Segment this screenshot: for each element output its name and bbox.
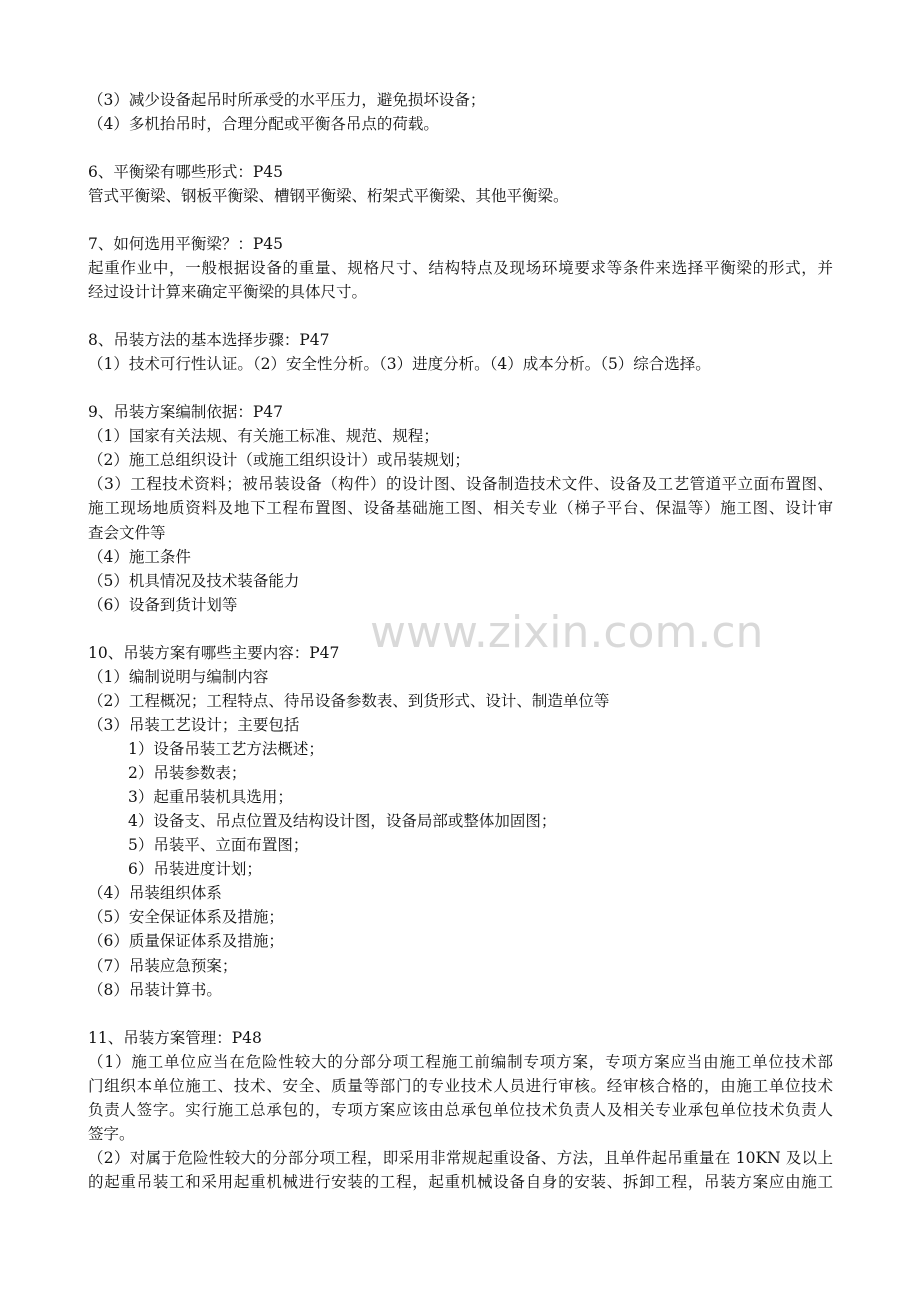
- text-line: （3）工程技术资料；被吊装设备（构件）的设计图、设备制造技术文件、设备及工艺管道平立面布置图、: [88, 475, 833, 493]
- text-line: 起重作业中，一般根据设备的重量、规格尺寸、结构特点及现场环境要求等条件来选择平衡梁的形式，并: [88, 259, 833, 277]
- text-line: （3）吊装工艺设计；主要包括: [88, 716, 300, 734]
- text-line: （6）设备到货计划等: [88, 596, 238, 614]
- text-line: 负责人签字。实行施工总承包的，专项方案应该由总承包单位技术负责人及相关专业承包单位技术负责人: [88, 1101, 833, 1119]
- section-heading: 7、如何选用平衡梁？：P45: [88, 235, 284, 253]
- text-line: （6）质量保证体系及措施；: [88, 932, 284, 950]
- text-line: （7）吊装应急预案；: [88, 957, 238, 975]
- section-heading: 11、吊装方案管理：P48: [88, 1029, 262, 1047]
- watermark: www.zixin.com.cn: [370, 607, 764, 658]
- text-line: （4）多机抬吊时，合理分配或平衡各吊点的荷载。: [88, 115, 439, 133]
- text-line: 管式平衡梁、钢板平衡梁、槽钢平衡梁、桁架式平衡梁、其他平衡梁。: [88, 187, 569, 205]
- sub-list-item: 1）设备吊装工艺方法概述；: [128, 740, 324, 758]
- text-line: （3）减少设备起吊时所承受的水平压力，避免损坏设备；: [88, 91, 486, 109]
- section-heading: 6、平衡梁有哪些形式：P45: [88, 163, 284, 181]
- text-line: （1）技术可行性认证。（2）安全性分析。（3）进度分析。（4）成本分析。（5）综合选择。: [88, 355, 711, 373]
- sub-list-item: 4）设备支、吊点位置及结构设计图，设备局部或整体加固图；: [128, 812, 557, 830]
- text-line: （4）施工条件: [88, 548, 191, 566]
- sub-list-item: 2）吊装参数表；: [128, 764, 247, 782]
- text-line: （5）机具情况及技术装备能力: [88, 572, 300, 590]
- text-line: 经过设计计算来确定平衡梁的具体尺寸。: [88, 283, 368, 301]
- text-line: （8）吊装计算书。: [88, 981, 222, 999]
- text-line: （1）编制说明与编制内容: [88, 668, 269, 686]
- text-line: （1）施工单位应当在危险性较大的分部分项工程施工前编制专项方案，专项方案应当由施工单位技术部: [88, 1053, 833, 1071]
- sub-list-item: 3）起重吊装机具选用；: [128, 788, 293, 806]
- text-line: （2）对属于危险性较大的分部分项工程，即采用非常规起重设备、方法，且单件起吊重量在 10KN 及以上: [88, 1149, 833, 1167]
- text-line: 门组织本单位施工、技术、安全、质量等部门的专业技术人员进行审核。经审核合格的，由施工单位技术: [88, 1077, 833, 1095]
- sub-list-item: 6）吊装进度计划；: [128, 860, 262, 878]
- sub-list-item: 5）吊装平、立面布置图；: [128, 836, 309, 854]
- text-line: （1）国家有关法规、有关施工标准、规范、规程；: [88, 427, 439, 445]
- text-line: 签字。: [88, 1125, 135, 1143]
- text-line: （2）工程概况；工程特点、待吊设备参数表、到货形式、设计、制造单位等: [88, 692, 610, 710]
- text-line: （5）安全保证体系及措施；: [88, 908, 284, 926]
- text-line: （4）吊装组织体系: [88, 884, 222, 902]
- text-line: （2）施工总组织设计（或施工组织设计）或吊装规划；: [88, 451, 470, 469]
- section-heading: 10、吊装方案有哪些主要内容：P47: [88, 644, 340, 662]
- section-heading: 8、吊装方法的基本选择步骤：P47: [88, 331, 330, 349]
- section-heading: 9、吊装方案编制依据：P47: [88, 403, 284, 421]
- text-line: 查会文件等: [88, 524, 166, 542]
- text-line: 的起重吊装工和采用起重机械进行安装的工程，起重机械设备自身的安装、拆卸工程，吊装方案应由施工: [88, 1173, 833, 1191]
- text-line: 施工现场地质资料及地下工程布置图、设备基础施工图、相关专业（梯子平台、保温等）施工图、设计审: [88, 499, 833, 517]
